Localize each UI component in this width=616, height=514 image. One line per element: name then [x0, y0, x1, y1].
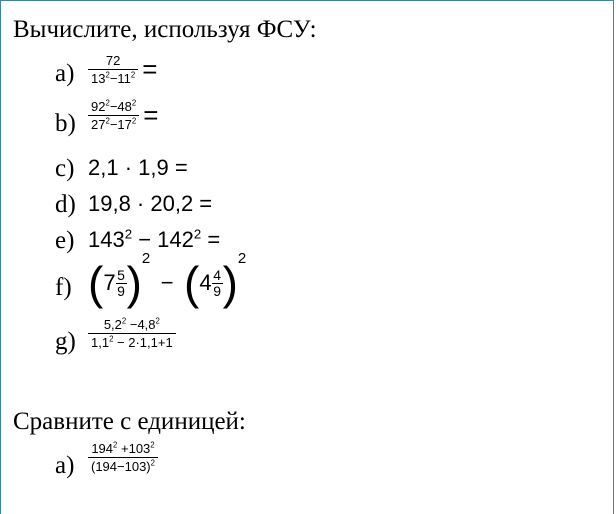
right-paren: ) [222, 257, 238, 309]
section2-heading: Сравните с единицей: [13, 408, 246, 435]
task-b-numerator: $92^2-48^2$ [91, 98, 137, 114]
task-b-expression [88, 98, 158, 133]
task-d-expression: 19,8 · 20,2 = [88, 191, 213, 216]
left-paren: ( [184, 257, 200, 309]
task-g-label: g) [55, 328, 76, 355]
task-c-label: c) [55, 155, 75, 182]
task-g-denominator: $1,1^2 - 2\cdot 1,1+1$ [91, 334, 173, 350]
task-a-fraction [88, 52, 138, 87]
task-b-label: b) [55, 110, 76, 137]
equals-sign: = [143, 100, 159, 130]
task-g-numerator: $5,2^2 -4,8^2$ [103, 316, 160, 332]
task-c-expression: 2,1 · 1,9 = [88, 155, 188, 180]
left-paren: ( [88, 257, 104, 309]
task-f-expression: (7 $\frac{5}{9}$ )2 − (4 $\frac{4}{9}$ )2 [88, 250, 247, 309]
task-g-fraction [88, 316, 176, 351]
task-e-expression: $143^2 - 142^2$ = [88, 226, 221, 252]
section1-heading: Вычислите, используя ФСУ: [13, 16, 317, 43]
mixed-fraction-2: $\frac{4}{9}$ [213, 266, 221, 299]
task-e-label: e) [55, 227, 75, 254]
task-b-denominator: $27^2-17^2$ [91, 116, 137, 132]
equals-sign: = [142, 54, 158, 84]
task-a-label: a) [55, 60, 75, 87]
task-a-denominator: $13^2-11^2$ [91, 70, 136, 86]
mixed-fraction-1: $\frac{5}{9}$ [117, 266, 125, 299]
task-g-expression [88, 316, 176, 351]
task-f-label: f) [55, 274, 72, 301]
compare-task-a-denominator: $(194-103)^2$ [91, 458, 155, 474]
compare-task-a-fraction [88, 440, 158, 475]
task-a-expression [88, 52, 157, 87]
right-paren: ) [126, 257, 142, 309]
compare-task-a-numerator: $194^2 +103^2$ [91, 440, 155, 456]
task-d-label: d) [55, 191, 76, 218]
task-a-numerator: 72 [105, 53, 121, 68]
task-b-fraction [88, 98, 139, 133]
compare-task-a-expression [88, 440, 158, 475]
compare-task-a-label: a) [55, 452, 75, 479]
